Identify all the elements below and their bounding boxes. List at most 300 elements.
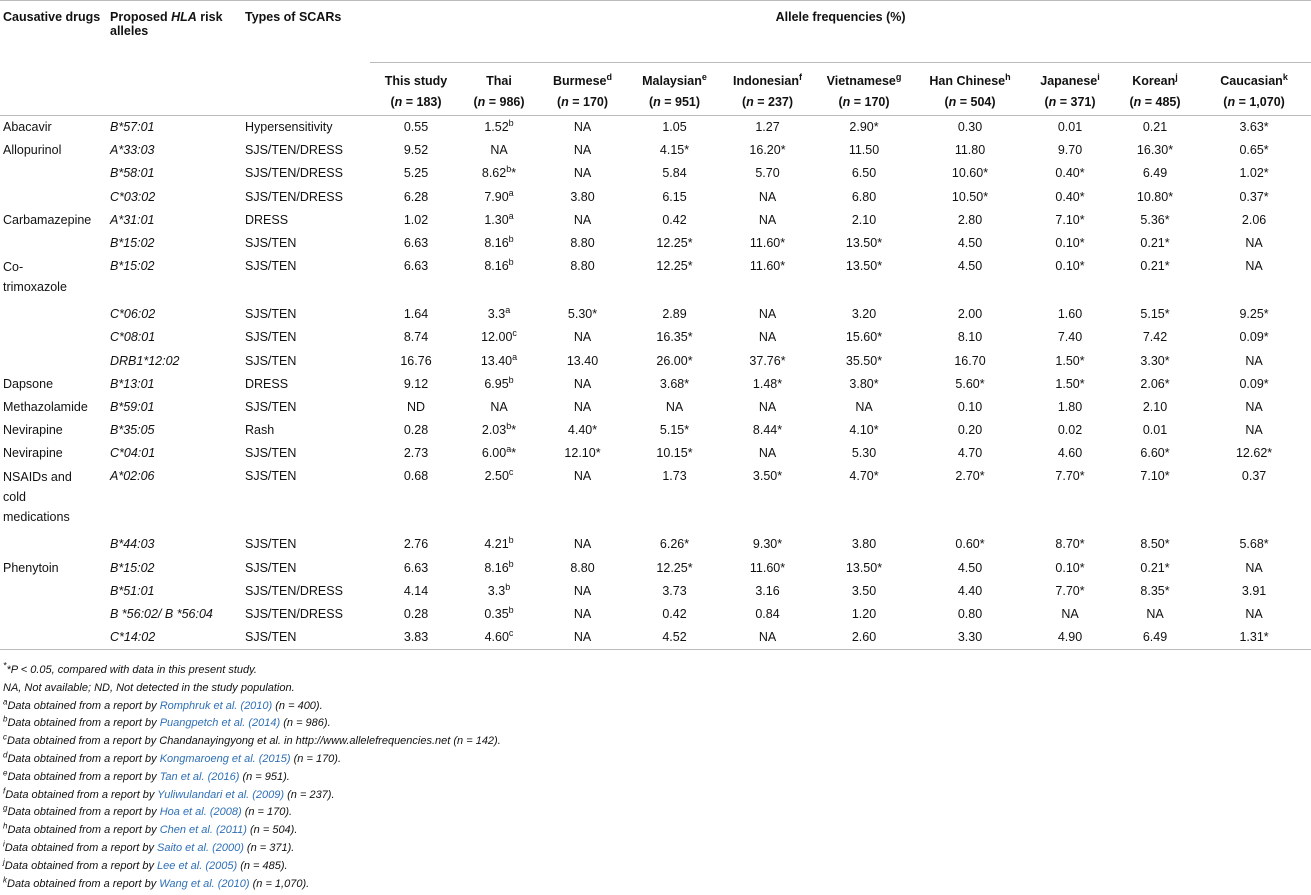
cell-frequency: 12.25* [656,235,693,250]
cell-scar-type: SJS/TEN/DRESS [245,166,343,181]
cell-frequency: 12.25* [656,560,693,575]
cell-frequency: 8.80 [570,235,595,250]
reference-link[interactable]: Kongmaroeng et al. (2015) [159,752,291,765]
cell-allele: A*31:01 [110,212,155,227]
cell-scar-type: SJS/TEN [245,469,297,484]
cell-frequency: 2.73 [403,446,429,461]
footnote-ref-b: $^b$Data obtained from a report by Puangpetch et al. (2014) (n = 986). [3,714,331,730]
table-row [0,533,1311,556]
cell-frequency: 1.64 [403,307,429,322]
table-footnotes [3,662,501,893]
cell-frequency: 5.70 [755,166,780,181]
cell-frequency: 12.62* [1235,446,1273,461]
cell-frequency: 1.02* [1239,166,1269,181]
cell-drug [0,626,107,650]
cell-frequency: 37.76* [749,353,786,368]
header-population-korean: Korean$^j$ (n = 485) [1113,63,1197,116]
cell-frequency: 4.70* [849,469,879,484]
cell-allele: DRB1*12:02 [110,353,180,368]
cell-frequency: 6.50 [851,166,877,181]
cell-frequency: 10.50* [951,189,989,204]
cell-frequency: 4.90 [1027,626,1113,650]
cell-drug: Abacavir [3,120,52,134]
cell-frequency: 13.50* [845,235,883,250]
cell-frequency: 8.70* [1055,537,1085,552]
cell-frequency: 4.21$^b$ [484,535,514,552]
cell-frequency: 1.30$^a$ [484,210,514,227]
cell-frequency: 1.52$^b$ [484,117,514,134]
cell-frequency: 10.15* [656,446,693,461]
table-row [0,232,1311,255]
table-row [0,255,1311,303]
cell-allele: C*14:02 [107,626,242,650]
cell-scar-type: SJS/TEN [245,235,297,250]
cell-frequency: 2.90* [849,120,879,134]
cell-frequency: 0.84 [755,607,780,621]
cell-frequency: NA [855,399,873,414]
cell-frequency: 1.50* [1055,353,1085,368]
table-row [0,139,1311,162]
cell-frequency: 13.40 [566,353,599,368]
cell-frequency: 5.36* [1140,212,1170,227]
cell-frequency: 16.76 [400,353,432,368]
cell-drug: Dapsone [3,376,54,391]
cell-frequency: NA [573,212,592,227]
cell-frequency: 1.31* [1197,626,1311,650]
cell-frequency: 7.40 [1057,330,1083,345]
header-population-this-study: This study (n = 183) [370,63,462,116]
cell-frequency: 2.00 [957,307,983,322]
cell-drug [0,603,107,626]
cell-frequency: NA [573,330,592,345]
cell-frequency: 1.02 [403,212,429,227]
cell-frequency: 3.30 [913,626,1027,650]
cell-frequency: 8.16$^b$ [484,233,514,250]
cell-drug: Nevirapine [3,446,63,461]
cell-frequency: 0.35$^b$ [484,604,514,621]
header-population-burmese: Burmese$^d$ (n = 170) [536,63,629,116]
cell-frequency: 3.91 [1241,583,1267,598]
cell-frequency: 3.80 [851,537,877,552]
table-row [0,162,1311,185]
header-population-malaysian: Malaysian$^e$ (n = 951) [629,63,720,116]
cell-frequency: 8.35* [1140,583,1170,598]
cell-frequency: 3.30* [1140,353,1170,368]
cell-drug [0,162,107,185]
cell-allele: B*57:01 [110,120,155,134]
cell-frequency: NA [1245,607,1263,621]
reference-link[interactable]: Tan et al. (2016) [159,770,240,783]
footnote-abbreviations: NA, Not available; ND, Not detected in the study population. [3,681,295,694]
cell-frequency: 1.50* [1055,376,1085,391]
cell-frequency: NA [1245,259,1263,274]
cell-drug: NSAIDs and cold medications [3,470,72,525]
cell-frequency: 13.50* [845,560,883,575]
cell-frequency: 26.00* [656,353,693,368]
cell-frequency: 7.90$^a$ [484,187,514,204]
reference-link[interactable]: Wang et al. (2010) [159,877,250,890]
cell-frequency: 6.95$^b$ [484,374,514,391]
cell-allele: C*03:02 [110,189,156,204]
cell-frequency: 8.16$^b$ [484,256,514,274]
cell-frequency: 7.70* [1055,469,1085,484]
header-causative-drugs: Causative drugs [0,1,107,116]
cell-frequency: 2.06* [1140,376,1170,391]
cell-frequency: 4.60 [1057,446,1083,461]
cell-drug [0,232,107,255]
table-row [0,116,1311,140]
cell-frequency: 2.60 [815,626,913,650]
cell-frequency: NA [1245,399,1263,414]
cell-frequency: 2.06 [1241,212,1267,227]
header-allele-frequencies: Allele frequencies (%) [370,1,1311,63]
cell-frequency: 2.76 [403,537,429,552]
cell-frequency: 4.60$^c$ [462,626,536,650]
table-row [0,557,1311,580]
cell-frequency: NA [490,143,508,158]
cell-scar-type: DRESS [245,376,289,391]
cell-frequency: NA [573,399,592,414]
cell-frequency: 8.74 [403,330,429,345]
cell-scar-type: SJS/TEN [245,560,297,575]
cell-drug [0,533,107,556]
cell-frequency: 7.10* [1055,212,1085,227]
cell-frequency: 5.25 [403,166,429,181]
cell-frequency: 10.60* [951,166,989,181]
cell-frequency: 3.50* [752,469,783,484]
cell-frequency: 2.89 [662,307,687,322]
footnote-ref-d: $^d$Data obtained from a report by Kongmaroeng et al. (2015) (n = 170). [3,750,342,765]
cell-frequency: 6.63 [403,235,429,250]
cell-frequency: 0.01 [1142,423,1168,438]
table-row [0,373,1311,396]
cell-frequency: NA [573,120,592,134]
cell-frequency: 6.26* [659,537,690,552]
cell-frequency: NA [1245,235,1263,250]
footnote-ref-g: $^g$Data obtained from a report by Hoa et al. (2008) (n = 170). [3,803,293,819]
cell-frequency: NA [1245,560,1263,575]
footnote-ref-j: $^j$Data obtained from a report by Lee et al. (2005) (n = 485). [3,857,288,872]
cell-scar-type: SJS/TEN [245,259,297,274]
cell-frequency: 5.68* [1239,537,1269,552]
cell-frequency: NA [490,399,508,414]
cell-frequency: 1.80 [1057,399,1083,414]
cell-drug [0,350,107,373]
table-row [0,419,1311,442]
cell-frequency: 3.80 [570,189,595,204]
cell-frequency: 8.16$^b$ [484,558,514,575]
cell-frequency: 4.52 [629,626,720,650]
cell-frequency: 5.30 [851,446,877,461]
footnote-ref-i: $^i$Data obtained from a report by Saito et al. (2000) (n = 371). [3,839,295,854]
cell-frequency: 3.3$^a$ [487,304,511,322]
cell-allele: B*59:01 [110,399,155,414]
table-row [0,442,1311,465]
cell-frequency: NA [758,307,777,322]
cell-frequency: 5.30* [567,307,598,322]
cell-frequency: 8.44* [752,423,783,438]
cell-frequency: NA [758,330,777,345]
cell-frequency: NA [1146,607,1164,621]
cell-frequency: 4.14 [403,583,429,598]
header-population-caucasian: Caucasian$^k$ (n = 1,070) [1197,63,1311,116]
cell-frequency: 3.83 [370,626,462,650]
cell-frequency: 4.15* [659,143,690,158]
header-risk-alleles: Proposed HLA risk alleles [107,1,242,116]
cell-frequency: 0.40* [1055,189,1085,204]
cell-frequency: 6.63 [403,259,429,274]
table-row [0,465,1311,533]
cell-frequency: 3.63* [1239,120,1269,134]
cell-frequency: 12.25* [656,259,693,274]
cell-frequency: 11.50 [848,143,880,158]
cell-frequency: NA [573,583,592,598]
reference-link[interactable]: Puangpetch et al. (2014) [159,717,281,730]
cell-frequency: 0.10* [1055,235,1085,250]
cell-frequency: 5.15* [1140,307,1170,322]
cell-frequency: 6.15 [662,189,687,204]
cell-frequency: 0.42 [662,607,687,621]
cell-drug [0,186,107,209]
cell-allele: C*06:02 [110,307,156,322]
cell-frequency: 7.70* [1055,583,1085,598]
reference-link[interactable]: Yuliwulandari et al. (2009) [157,788,285,801]
cell-frequency: 0.80 [957,607,983,621]
cell-frequency: 0.28 [403,423,429,438]
cell-allele: B*15:02 [110,560,155,575]
table-row [0,303,1311,326]
cell-frequency: 6.80 [851,189,877,204]
cell-frequency: 0.20 [957,423,983,438]
cell-frequency: NA [720,626,815,650]
cell-frequency: 6.00$^a$* [481,444,517,461]
cell-frequency: NA [573,376,592,391]
cell-frequency: 15.60* [845,330,883,345]
cell-drug: Nevirapine [3,423,63,438]
cell-frequency: 16.30* [1136,143,1174,158]
cell-scar-type: DRESS [245,212,289,227]
reference-link[interactable]: Romphruk et al. (2010) [159,699,273,712]
cell-scar-type: SJS/TEN/DRESS [245,583,343,598]
cell-frequency: 12.10* [564,446,601,461]
cell-frequency: NA [758,399,777,414]
cell-frequency: NA [1061,607,1079,621]
header-population-vietnamese: Vietnamese$^g$ (n = 170) [815,63,913,116]
cell-allele: B*15:02 [110,259,155,274]
cell-frequency: 6.49 [1142,166,1168,181]
cell-frequency: 0.37 [1241,469,1267,484]
cell-frequency: ND [406,399,426,414]
cell-drug: Carbamazepine [3,212,92,227]
cell-frequency: 0.60* [955,537,985,552]
cell-drug [0,303,107,326]
cell-frequency: 0.68 [403,469,429,484]
cell-frequency: 9.12 [403,376,429,391]
cell-frequency: 0.37* [1239,189,1269,204]
cell-frequency: NA [1245,423,1263,438]
cell-frequency: NA [573,166,592,181]
cell-frequency: 0.30 [957,120,983,134]
cell-frequency: 6.63 [403,560,429,575]
cell-frequency: 8.10 [957,330,983,345]
cell-frequency: 9.70 [1057,143,1083,158]
cell-scar-type: SJS/TEN/DRESS [245,607,343,621]
cell-frequency: NA [758,212,777,227]
cell-scar-type: SJS/TEN [245,399,297,414]
table-row [0,326,1311,349]
table-row [0,350,1311,373]
cell-frequency: 1.05 [662,120,687,134]
cell-frequency: NA [665,399,684,414]
cell-frequency: 0.09* [1239,330,1269,345]
cell-frequency: 4.40 [957,583,983,598]
cell-allele: A*02:06 [110,469,155,484]
cell-frequency: 1.73 [662,469,687,484]
cell-frequency: 12.00$^c$ [481,328,517,345]
cell-frequency: 16.35* [656,330,693,345]
cell-allele: B*51:01 [110,583,155,598]
cell-drug: Phenytoin [3,560,59,575]
cell-drug [0,326,107,349]
cell-frequency: 5.15* [659,423,690,438]
cell-drug: Allopurinol [3,143,62,158]
header-population-japanese: Japanese$^i$ (n = 371) [1027,63,1113,116]
cell-frequency: 1.60 [1057,307,1083,322]
cell-frequency: 8.80 [570,259,595,274]
table-row [0,603,1311,626]
cell-frequency: 1.48* [752,376,783,391]
cell-frequency: 4.70 [957,446,983,461]
cell-frequency: 3.80* [849,376,879,391]
cell-scar-type: SJS/TEN [245,537,297,552]
cell-frequency: 2.80 [957,212,983,227]
cell-frequency: NA [573,143,592,158]
footnote-ref-h: $^h$Data obtained from a report by Chen et al. (2011) (n = 504). [3,821,298,837]
cell-frequency: 0.21* [1140,259,1170,274]
cell-frequency: 3.16 [755,583,780,598]
cell-frequency: 3.3$^b$ [487,581,511,598]
cell-scar-type: SJS/TEN [245,307,297,322]
cell-frequency: 0.65* [1239,143,1269,158]
cell-frequency: 3.20 [851,307,877,322]
cell-allele: C*04:01 [110,446,156,461]
cell-frequency: 6.28 [403,189,429,204]
cell-frequency: 0.21* [1140,560,1170,575]
cell-allele: C*08:01 [110,330,156,345]
header-population-han-chinese: Han Chinese$^h$ (n = 504) [913,63,1027,116]
cell-frequency: 3.73 [662,583,687,598]
reference-link[interactable]: Lee et al. (2005) [157,859,238,872]
cell-scar-type: Hypersensitivity [245,120,333,134]
cell-frequency: NA [536,626,629,650]
cell-frequency: 1.27 [755,120,780,134]
cell-drug [0,580,107,603]
cell-frequency: 8.62$^b$* [481,164,517,181]
cell-frequency: NA [758,189,777,204]
footnote-ref-e: $^e$Data obtained from a report by Tan et al. (2016) (n = 951). [3,768,290,783]
cell-allele: B *56:02/ B *56:04 [110,607,213,621]
footnote-ref-a: $^a$Data obtained from a report by Romphruk et al. (2010) (n = 400). [3,696,323,712]
footnote-p-value: **P < 0.05, compared with data in this present study. [3,660,257,676]
cell-frequency: 0.10 [957,399,983,414]
header-population-indonesian: Indonesian$^f$ (n = 237) [720,63,815,116]
cell-scar-type: SJS/TEN/DRESS [245,189,343,204]
footnote-ref-k: $^k$Data obtained from a report by Wang et al. (2010) (n = 1,070). [3,874,310,890]
cell-allele: A*33:03 [110,143,155,158]
cell-frequency: 11.60* [749,259,786,274]
cell-frequency: NA [573,607,592,621]
cell-frequency: 0.10* [1055,560,1085,575]
cell-frequency: 4.50 [957,235,983,250]
cell-frequency: 5.84 [662,166,687,181]
cell-drug: Methazolamide [3,399,88,414]
cell-frequency: 2.03$^b$* [481,420,517,438]
table-row [0,396,1311,419]
cell-frequency: 3.50 [851,583,877,598]
cell-frequency: NA [573,537,592,552]
cell-frequency: 7.10* [1140,469,1170,484]
table-row [0,626,1311,650]
cell-frequency: 0.21 [1142,120,1168,134]
cell-frequency: 8.50* [1140,537,1170,552]
cell-scar-type: SJS/TEN [245,353,297,368]
cell-frequency: 11.60* [749,560,786,575]
cell-frequency: 16.20* [749,143,786,158]
cell-frequency: 1.20 [851,607,877,621]
cell-frequency: 4.50 [957,560,983,575]
cell-frequency: 4.40* [567,423,598,438]
cell-frequency: 0.28 [403,607,429,621]
cell-frequency: 0.55 [403,120,429,134]
cell-frequency: 0.10* [1055,259,1085,274]
cell-frequency: 35.50* [845,353,883,368]
cell-frequency: 9.25* [1239,307,1269,322]
cell-frequency: 2.70* [955,469,985,484]
cell-frequency: 2.50$^c$ [484,467,514,484]
cell-scar-type: SJS/TEN [242,626,370,650]
cell-drug: Co- trimoxazole [3,260,67,295]
cell-frequency: 13.50* [845,259,883,274]
cell-frequency: 0.02 [1057,423,1083,438]
cell-frequency: 0.42 [662,212,687,227]
reference-link[interactable]: Saito et al. (2000) [157,841,244,854]
cell-scar-type: Rash [245,423,275,438]
cell-frequency: 6.49 [1113,626,1197,650]
cell-frequency: 2.10 [1142,399,1168,414]
reference-link[interactable]: Chen et al. (2011) [159,824,247,837]
cell-scar-type: SJS/TEN/DRESS [245,143,343,158]
cell-frequency: 9.30* [752,537,783,552]
cell-frequency: 7.42 [1142,330,1168,345]
reference-link[interactable]: Hoa et al. (2008) [159,806,242,819]
cell-scar-type: SJS/TEN [245,330,297,345]
cell-frequency: 6.60* [1140,446,1170,461]
footnote-ref-c: $^c$Data obtained from a report by Chandanayingyong et al. in http://www.allelefrequencies.net (n = 142). [3,732,501,748]
cell-frequency: 9.52 [403,143,429,158]
cell-frequency: NA [1245,353,1263,368]
cell-frequency: 13.40$^a$ [480,351,518,368]
cell-frequency: 4.10* [849,423,879,438]
cell-frequency: 0.01 [1057,120,1083,134]
cell-allele: B*13:01 [110,376,155,391]
cell-frequency: 5.60* [955,376,985,391]
cell-frequency: NA [573,469,592,484]
cell-frequency: 0.21* [1140,235,1170,250]
header-population-thai: Thai (n = 986) [462,63,536,116]
cell-frequency: 10.80* [1136,189,1174,204]
cell-scar-type: SJS/TEN [245,446,297,461]
cell-allele: B*44:03 [110,537,155,552]
